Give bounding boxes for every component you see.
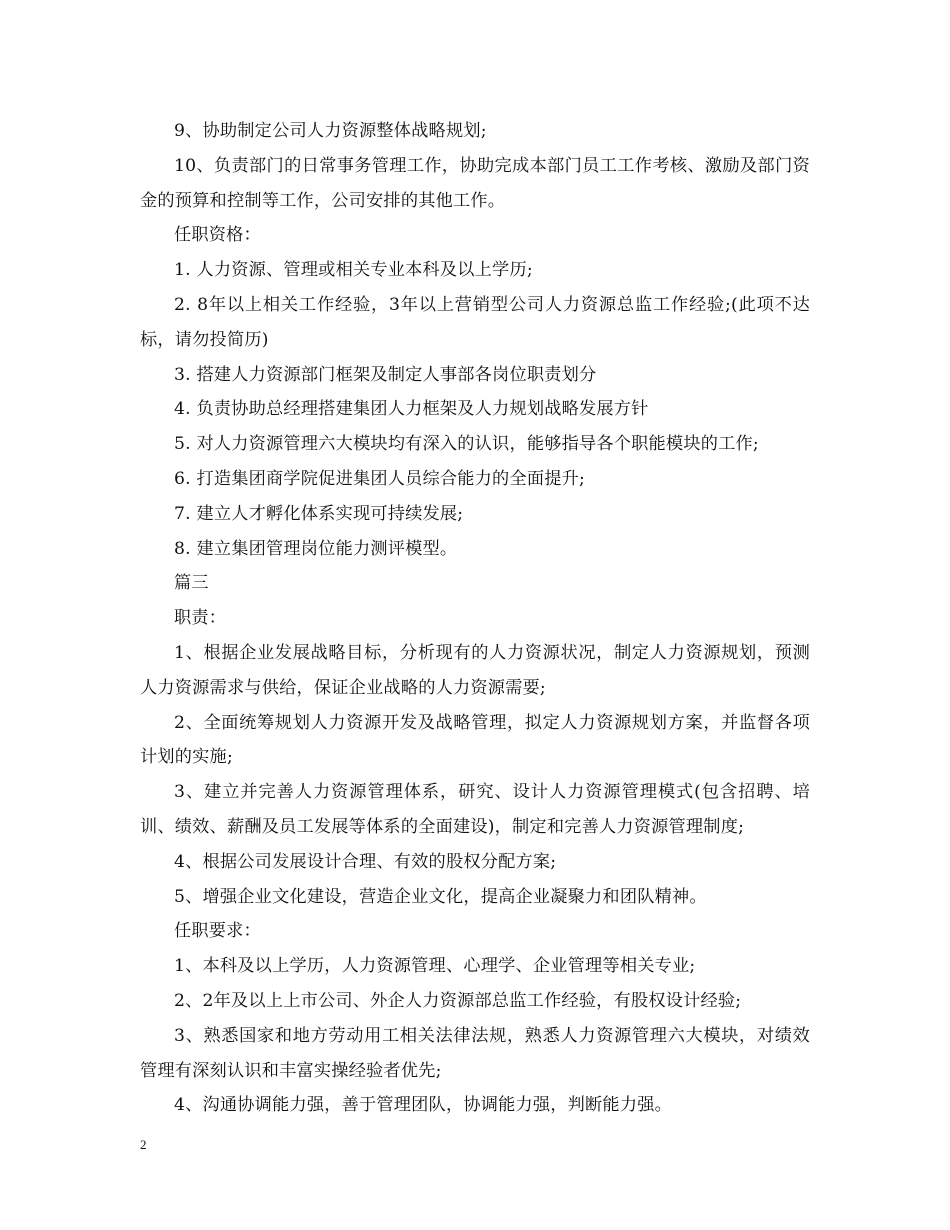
qualification-item-7: 7. 建立人才孵化体系实现可持续发展; <box>174 503 464 524</box>
qualification-item-6: 6. 打造集团商学院促进集团人员综合能力的全面提升; <box>174 468 585 489</box>
requirement-item-4: 4、沟通协调能力强，善于管理团队，协调能力强，判断能力强。 <box>174 1095 672 1116</box>
duty-item-5: 5、增强企业文化建设，营造企业文化，提高企业凝聚力和团队精神。 <box>174 886 707 907</box>
section-heading-requirements: 任职要求： <box>174 921 261 942</box>
qualification-item-3: 3. 搭建人力资源部门框架及制定人事部各岗位职责划分 <box>174 364 597 385</box>
requirement-item-3: 3、熟悉国家和地方劳动用工相关法律法规，熟悉人力资源管理六大模块，对绩效管理有深刻认识和丰富实操经验者优先; <box>140 1025 810 1081</box>
document-body <box>140 114 810 1123</box>
paragraph-item-9: 9、协助制定公司人力资源整体战略规划; <box>174 121 487 141</box>
qualification-item-2: 2. 8年以上相关工作经验，3年以上营销型公司人力资源总监工作经验;(此项不达标，请勿投简历) <box>140 294 810 350</box>
qualification-item-5: 5. 对人力资源管理六大模块均有深入的认识，能够指导各个职能模块的工作; <box>174 434 759 455</box>
duty-item-4: 4、根据公司发展设计合理、有效的股权分配方案; <box>174 851 557 872</box>
requirement-item-2: 2、2年及以上上市公司、外企人力资源部总监工作经验，有股权设计经验; <box>174 990 742 1011</box>
section-heading-part-three: 篇三 <box>174 573 209 594</box>
duty-item-2: 2、全面统筹规划人力资源开发及战略管理，拟定人力资源规划方案，并监督各项计划的实施; <box>140 712 810 768</box>
requirement-item-1: 1、本科及以上学历，人力资源管理、心理学、企业管理等相关专业; <box>174 956 696 977</box>
qualification-item-8: 8. 建立集团管理岗位能力测评模型。 <box>174 538 458 559</box>
qualification-item-4: 4. 负责协助总经理搭建集团人力框架及人力规划战略发展方针 <box>174 399 649 420</box>
qualification-item-1: 1. 人力资源、管理或相关专业本科及以上学历; <box>174 260 533 281</box>
section-heading-qualifications: 任职资格： <box>174 225 261 246</box>
section-heading-duties: 职责： <box>174 608 227 629</box>
paragraph-item-10: 10、负责部门的日常事务管理工作，协助完成本部门员工工作考核、激励及部门资金的预算和控制等工作，公司安排的其他工作。 <box>140 155 810 211</box>
page-number: 2 <box>140 1137 147 1152</box>
duty-item-3: 3、建立并完善人力资源管理体系，研究、设计人力资源管理模式(包含招聘、培训、绩效、薪酬及员工发展等体系的全面建设)，制定和完善人力资源管理制度; <box>140 782 810 837</box>
duty-item-1: 1、根据企业发展战略目标，分析现有的人力资源状况，制定人力资源规划，预测人力资源需求与供给，保证企业战略的人力资源需要; <box>140 642 810 698</box>
